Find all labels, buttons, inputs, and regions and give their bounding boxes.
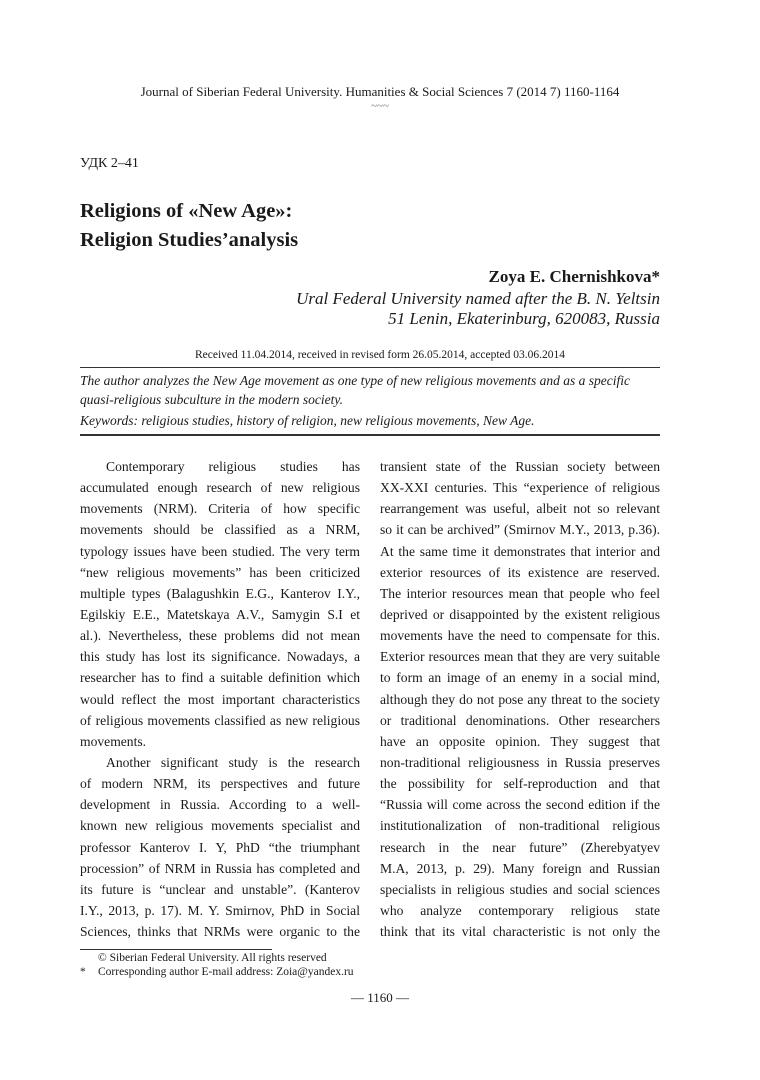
body-text-line: think that its vital characteristic is not only the	[380, 924, 660, 940]
footnote-copyright: © Siberian Federal University. All rights reserved	[98, 952, 327, 964]
body-text-line: development in Russia. According to a well-	[80, 797, 360, 813]
body-text-line: movements (NRM). Criteria of how specific	[80, 501, 360, 517]
body-text-line: Contemporary religious studies has	[106, 459, 360, 474]
body-text-line: rearrangement was useful, albeit not so relevant	[380, 501, 660, 517]
body-text-line: its future is “unclear and unstable”. (Kanterov	[80, 881, 360, 897]
body-column-left	[80, 456, 360, 942]
body-text-line: research in the near future” (Zherebyatyev	[380, 839, 660, 855]
divider-bottom	[80, 434, 660, 436]
footnote-divider	[80, 949, 272, 950]
abstract: The author analyzes the New Age movement as one type of new religious movements and as a specific quasi-religious subculture in the modern society.	[80, 373, 631, 407]
footnote-corresponding-author: Corresponding author E-mail address: Zoia@yandex.ru	[98, 966, 354, 978]
body-text-line: multiple types (Balagushkin E.G., Kanterov I.Y.,	[80, 585, 360, 601]
journal-header: Journal of Siberian Federal University. Humanities & Social Sciences 7 (2014 7) 1160-1164	[140, 84, 620, 99]
body-text-line: although they do not pose any threat to the society	[380, 691, 660, 707]
body-text-line: researcher has to find a suitable definition which	[80, 670, 360, 686]
footnote-star: *	[80, 966, 86, 978]
body-text-line: M.A, 2013, p. 29). Many foreign and Russian	[380, 860, 660, 876]
body-text-line: or traditional denominations. Other researchers	[380, 712, 660, 728]
body-text-line: this study has lost its significance. Nowadays, a	[80, 649, 360, 665]
keywords: Keywords: religious studies, history of religion, new religious movements, New Age.	[80, 413, 535, 428]
body-text-line: exterior resources of its existence are reserved.	[380, 564, 660, 580]
body-text-line: The interior resources mean that people who feel	[380, 585, 660, 601]
body-text-line: of modern NRM, its perspectives and future	[80, 776, 360, 792]
body-text-line: Egilskiy E.E., Matetskaya A.V., Samygin S.I et	[80, 606, 360, 622]
body-text-line: so it can be archived” (Smirnov M.Y., 2013, p.36).	[380, 522, 660, 538]
title-line-2: Religion Studies’analysis	[80, 229, 299, 251]
body-text-line: “new religious movements” has been criticized	[80, 564, 360, 580]
body-text-line: movements have the need to compensate for this.	[380, 628, 660, 644]
body-text-line: known new religious movements specialist and	[80, 818, 360, 834]
body-text-line: movements should be classified as a NRM,	[80, 522, 360, 538]
body-text-line: who analyze contemporary religious state	[380, 902, 660, 918]
body-text-line: of religious movements classified as new religious	[80, 712, 360, 728]
header-ornament: ~~~	[371, 100, 389, 112]
body-text-line: al.). Nevertheless, these problems did not mean	[80, 628, 360, 644]
body-text-line: would reflect the most important characteristics	[80, 691, 360, 707]
body-text-line: movements.	[80, 733, 147, 749]
received-dates: Received 11.04.2014, received in revised form 26.05.2014, accepted 03.06.2014	[194, 349, 566, 361]
body-text-line: to form an image of an enemy in a social mind,	[380, 670, 660, 686]
udk-code: УДК 2–41	[80, 156, 139, 171]
body-text-line: I.Y., 2013, p. 17). M. Y. Smirnov, PhD in Social	[80, 902, 360, 918]
divider-top	[80, 367, 660, 368]
body-text-line: the possibility for self-reproduction and that	[380, 776, 660, 792]
page-number: — 1160 —	[350, 990, 410, 1005]
body-text-line: Another significant study is the research	[106, 754, 360, 770]
body-text-line: have an opposite opinion. They suggest that	[380, 733, 660, 749]
body-text-line: procession” of NRM in Russia has completed and	[80, 860, 360, 876]
body-text-line: accumulated enough research of new religious	[80, 480, 360, 496]
author-affiliation: Ural Federal University named after the B. N. Yeltsin	[296, 289, 660, 308]
body-text-line: At the same time it demonstrates that interior and	[380, 543, 660, 559]
body-column-right	[380, 456, 660, 942]
author-address: 51 Lenin, Ekaterinburg, 620083, Russia	[388, 309, 660, 328]
body-text-line: non-traditional religiousness in Russia preserves	[380, 754, 660, 770]
body-text-line: Sciences, thinks that NRMs were organic to the	[80, 924, 360, 940]
body-text-line: transient state of the Russian society between	[380, 459, 660, 474]
body-text-line: Exterior resources mean that they are very suitable	[380, 649, 660, 665]
body-text-line: professor Kanterov I. Y, PhD “the triumphant	[80, 839, 360, 855]
body-text-line: typology issues have been studied. The very term	[80, 543, 360, 559]
author-name: Zoya E. Chernishkova*	[488, 267, 660, 286]
title-line-1: Religions of «New Age»:	[80, 200, 293, 222]
body-text-line: XX-XXI centuries. This “experience of religious	[380, 480, 660, 496]
body-text-line: specialists in religious studies and social sciences	[380, 881, 660, 897]
body-text-line: deprived or disappointed by the existent religious	[380, 606, 660, 622]
body-text-line: “Russia will come across the second edition if the	[380, 797, 660, 813]
body-text-line: institutionalization of non-traditional religious	[380, 818, 660, 834]
